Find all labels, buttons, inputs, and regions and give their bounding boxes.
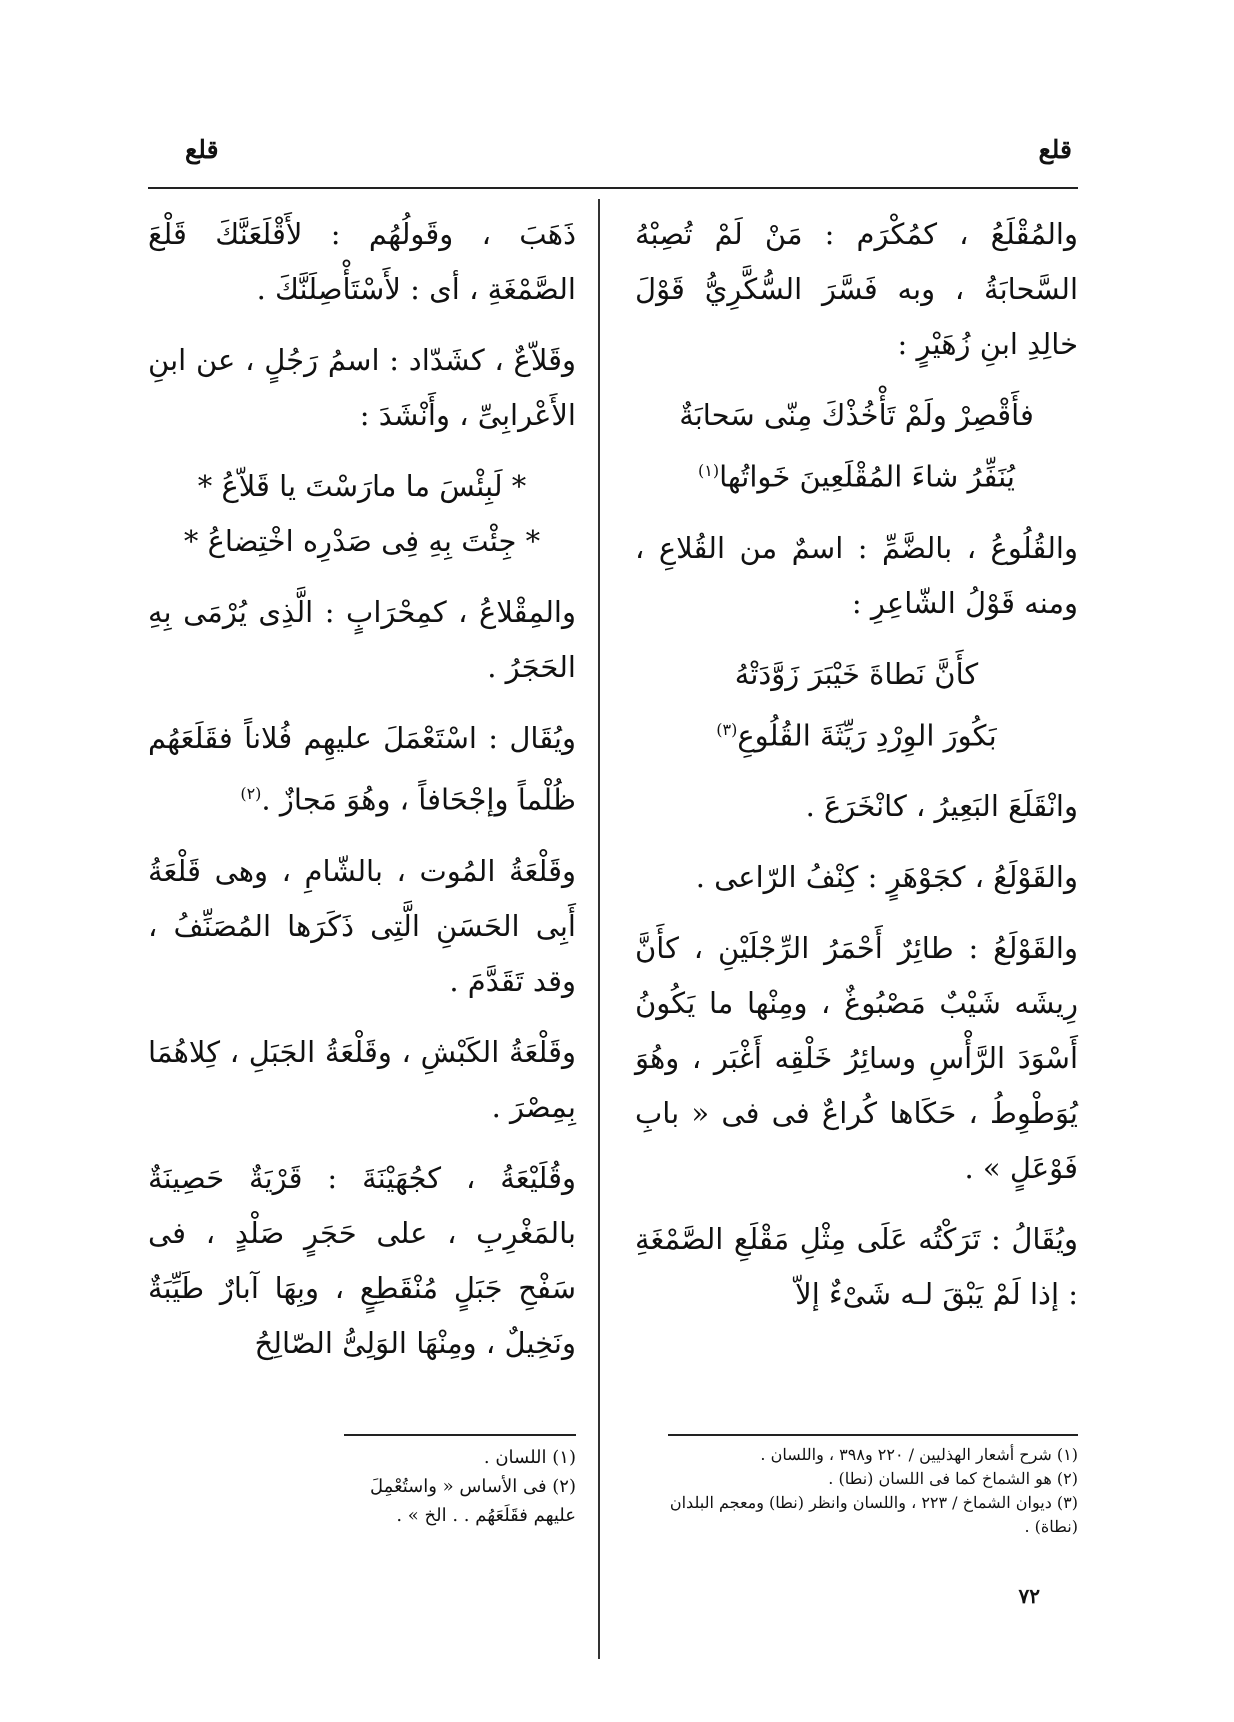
verse-line — [635, 647, 1078, 702]
entry-miqlaa — [148, 585, 576, 695]
entry-qawla-2 — [635, 921, 1078, 1196]
entry-qulayah — [148, 1151, 576, 1371]
footnote: (١) اللسان . — [483, 1447, 576, 1468]
entry-text: والمُقْلَعُ ، كمُكْرَم : مَنْ لَمْ تُصِبْهُ السَّحابَةُ ، وبه فَسَّرَ السُّكَّرِيُّ قَوْلَ خالِدِ ابنِ زُهَيْرٍ : — [635, 217, 1078, 361]
verse-text: يُنَفِّرُ شاءَ المُقْلَعِينَ خَواتُها — [719, 459, 1015, 494]
verse-line — [148, 514, 576, 569]
entry-text: ذَهَبَ ، وقَولُهُم : لأَقْلَعَنَّكَ قَلْعَ الصَّمْغَةِ ، أى : لأَسْتَأْصِلَنَّكَ . — [148, 217, 576, 306]
footnote: (٢) فى الأساس « واستُعْمِلَ عليهم فقَلَعَهُم . . الخ » . — [370, 1476, 576, 1526]
right-column — [635, 207, 1078, 1338]
verse-line — [148, 459, 576, 514]
entry-text: ويُقَال : اسْتَعْمَلَ عليهِم فُلاناً فقَلَعَهُم ظُلْماً وإجْحَافاً ، وهُوَ مَجازٌ . — [148, 721, 576, 817]
verse-line — [635, 388, 1078, 443]
entry-text: وقَلاّعٌ ، كشَدّاد : اسمُ رَجُلٍ ، عن ابنِ الأَعْرابِىِّ ، وأَنْشَدَ : — [148, 343, 576, 432]
entry-text: والقَوْلَعُ : طائِرٌ أَحْمَرُ الرِّجْلَيْنِ ، كأَنَّ رِيشَه شَيْبٌ مَصْبُوغٌ ، ومِنْها ما يَكُونُ أَسْوَدَ الرَّأْسِ وسائِرُ خَلْقِه أَغْبَر ، وهُوَ يُوَطْوِطُ ، حَكَاها كُراعٌ فى فى « بابِ فَوْعَلٍ » . — [635, 931, 1078, 1186]
entry-inqala — [635, 779, 1078, 834]
footnote-marker: (٣) — [716, 719, 738, 739]
page-number: ٧٢ — [1018, 1584, 1040, 1608]
entry-continuation — [148, 207, 576, 317]
entry-text: وقُلَيْعَةُ ، كجُهَيْنَةَ : قَرْيَةٌ حَصِينَةٌ بالمَغْرِبِ ، على حَجَرٍ صَلْدٍ ، فى سَفْحِ جَبَلٍ مُنْقَطِعٍ ، وبِهَا آبارٌ طَيِّبَةٌ ونَخِيلٌ ، ومِنْهَا الوَلِىُّ الصّالِحُ — [148, 1160, 576, 1360]
running-head-left: قلع — [185, 135, 219, 164]
entry-text: وقَلْعَةُ المُوت ، بالشّامِ ، وهى قَلْعَةُ أَبِى الحَسَنِ الَّتِى ذَكَرَها المُصَنِّفُ ، وقد تَقَدَّمَ . — [148, 853, 576, 998]
footnote-rule-left — [344, 1434, 576, 1436]
footnotes-right — [640, 1443, 1078, 1539]
entry-text: والقَوْلَعُ ، كجَوْهَرٍ : كِنْفُ الرّاعى . — [695, 860, 1078, 895]
verse-text: فأَقْصِرْ ولَمْ تَأْخُذْكَ مِنّى سَحابَةٌ — [679, 398, 1034, 432]
footnote-marker: (٢) — [240, 784, 262, 803]
footnote: (٢) هو الشماخ كما فى اللسان (نطا) . — [828, 1469, 1078, 1488]
verse-line — [635, 443, 1078, 505]
header-rule — [148, 187, 1078, 189]
entry-qalat-almut — [148, 844, 576, 1009]
column-divider — [598, 199, 600, 1659]
verse-text: * لَبِئْسَ ما مارَسْتَ يا قَلاّعُ * — [197, 469, 527, 503]
entry-quluu — [635, 521, 1078, 631]
footnote: (٣) ديوان الشماخ / ٢٢٣ ، واللسان وانظر (نطا) ومعجم البلدان (نطاة) . — [669, 1493, 1078, 1536]
entry-muqla — [635, 207, 1078, 372]
entry-text: وانْقَلَعَ البَعِيرُ ، كانْخَرَعَ . — [805, 789, 1078, 824]
entry-text: وقَلْعَةُ الكَبْشِ ، وقَلْعَةُ الجَبَلِ ، كِلاهُمَا بِمِصْرَ . — [148, 1034, 576, 1124]
verse-text: * جِئْتَ بِهِ فِى صَدْرِه اخْتِضاعُ * — [183, 524, 541, 558]
footnote-marker: (١) — [698, 461, 720, 480]
entry-qawla-1 — [635, 850, 1078, 905]
footnote-rule-right — [668, 1434, 1078, 1436]
left-column — [148, 207, 576, 1387]
entry-qalat-alkabsh — [148, 1025, 576, 1135]
verse-text: كأَنَّ نَطاةَ خَيْبَرَ زَوَّدَتْهُ — [734, 656, 979, 691]
entry-text: ويُقَالُ : تَرَكْتُه عَلَى مِثْلِ مَقْلَعِ الصَّمْغَةِ : إذا لَمْ يَبْقَ لـه شَىْءٌ إلاّ — [635, 1222, 1078, 1312]
footnote: (١) شرح أشعار الهذليين / ٢٢٠ و٣٩٨ ، واللسان . — [760, 1445, 1078, 1464]
entry-qallaa — [148, 333, 576, 443]
footnotes-left — [350, 1443, 576, 1530]
entry-text: والقُلُوعُ ، بالضَّمِّ : اسمٌ من القُلاعِ ، ومنه قَوْلُ الشّاعِرِ : — [635, 530, 1078, 620]
entry-text: والمِقْلاعُ ، كمِحْرَابٍ : الَّذِى يُرْمَى بِهِ الحَجَرُ . — [148, 595, 576, 684]
running-head-right: قلع — [1038, 135, 1072, 164]
entry-maqla-samgha — [635, 1212, 1078, 1322]
verse-line — [635, 702, 1078, 764]
entry-istamala — [148, 711, 576, 828]
verse-text: بَكُورَ الوِرْدِ رَيِّثَةَ القُلُوعِ — [737, 718, 997, 753]
